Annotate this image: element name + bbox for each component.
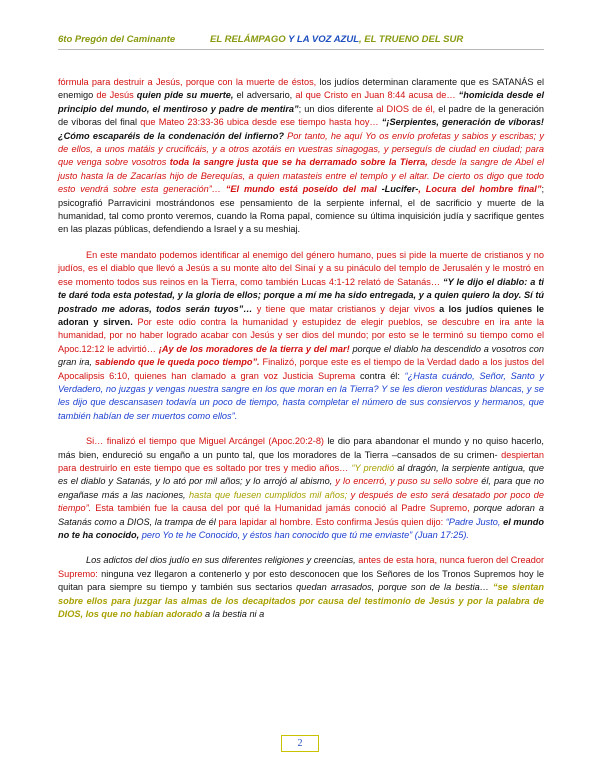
p2-span: sabiendo que le queda poco tiempo”. — [94, 357, 263, 368]
p1-span: los judíos determinan claramente que es SATANÁS el enemigo — [58, 77, 544, 101]
p3-span: pero Yo te he Conocido, y éstos han conocido que tú me enviaste” (Juan 17:25). — [141, 530, 469, 540]
p4-span: antes de esta hora, nunca fueron del Creador Supremo: — [58, 555, 545, 579]
p2-span: Finalizó, porque este es el tiempo de la Verdad dado a los justos del Apocalipsis 6:10, quienes han clamado a gran voz Justicia Suprema — [58, 357, 544, 381]
paragraph-3 — [58, 435, 544, 542]
p1-span: ; psicografió Parravicini mostrándonos ese pensamiento de la serpiente infernal, el de sacrificio y muerte de la humanidad, tal como pronto veremos, cuando la Roma papal, comience su última inquisición judía y sacrifique gentes en las plazas públicas, defendiendo a Israel y a su meshiaj. — [58, 184, 544, 235]
p1-span: “¡Serpientes, generación de víboras! ¿Cómo escaparéis de la condenación del infierno? — [58, 117, 544, 141]
p3-span: y lo encerró, y puso su sello sobre — [335, 476, 482, 487]
header-divider — [58, 49, 544, 50]
p1-span: que Mateo 23:33-36 ubica desde ese tiempo hasta hoy… — [140, 117, 382, 128]
header-right-part-b: Y LA VOZ AZUL — [288, 34, 360, 45]
header-right-part-a: EL RELÁMPAGO — [210, 34, 289, 45]
p3-span: Si… finalizó el tiempo que Miguel Arcángel (Apoc.20:2-8) — [86, 436, 328, 447]
p2-span: a los judíos quienes le adoran y sirven. — [58, 303, 545, 327]
p3-span: para lapidar al hombre. Esto confirma Jesús quien dijo: — [218, 516, 446, 527]
p3-span: le dio para abandonar el mundo y no quiso hacerlo, más bien, endureció su engaño a un punto tal, que los moradores de la Tierra — [58, 436, 544, 460]
p1-span: el padre de la generación de víboras del final — [58, 103, 545, 128]
p2-span: ¡Ay de los moradores de la tierra y del mar! — [158, 343, 353, 354]
p3-span: él, para que no engañase más a las naciones, — [58, 476, 544, 500]
page-number: 2 — [281, 735, 319, 752]
p2-span: “¿Hasta cuándo, Señor, Santo y Verdadero, no juzgas y vengas nuestra sangre en los que moran en la Tierra? Y se les dieron vestiduras blancas, y se les dijo que descansasen todavía un poco de tiempo, hasta completar el número de sus consiervos y hermanos, que también habían de ser muertos como ellos”. — [58, 370, 544, 421]
p1-span: “El mundo está poseído del mal — [225, 184, 382, 195]
paragraph-2 — [58, 249, 544, 423]
p1-span: -Lucifer- — [381, 184, 419, 195]
p4-span: ninguna vez llegaron a contenerlo y por esto desconocen que los Señores de los Tronos Supremos hoy le quitan para siempre su tiempo y también sus sectarios — [58, 568, 544, 593]
p3-span: el mundo no te ha conocido, — [58, 516, 544, 540]
header-left-title: 6to Pregón del Caminante — [58, 34, 176, 45]
p2-span: Por este odio contra la humanidad y estupidez de elegir pueblos, se descubre en ira ante la humanidad, por no haber logrado acabar con Jesús y ser dios del mundo; por esto se le terminó su tiempo como el Apoc.12:12 le advirtió… — [58, 316, 544, 354]
p4-span: a la bestia ni a — [205, 609, 265, 620]
p1-span: de Jesús — [96, 90, 137, 101]
p3-span: Esta también fue la causa del por qué la Humanidad jamás conoció al Padre Supremo, — [95, 503, 474, 514]
p3-span: despiertan para destruirlo en este tiempo que es soltado por tres y medio años… — [58, 449, 545, 473]
p3-span: porque adoran a Satanás como a DIOS, la trampa de él — [58, 503, 544, 527]
p3-span: –cansados de su crimen- — [391, 449, 502, 460]
p2-span: porque el diablo ha descendido a vosotros con gran ira, — [58, 343, 544, 368]
p1-span: al DIOS de él, — [376, 103, 439, 114]
p1-span: al que Cristo en Juan 8:44 acusa de… — [295, 90, 459, 101]
p1-span: desde la sangre de Abel el justo hasta la de Zacarías hijo de Berequías, a quien matasteis entre el templo y el altar. De cierto os digo que todo esto vendrá sobre esta generación”… — [58, 157, 544, 195]
p3-span: “Padre Justo, — [445, 516, 504, 527]
body-text — [58, 76, 544, 633]
p4-span: quedan arrasados, porque son de la bestia… — [296, 582, 493, 593]
p1-span: Por tanto, he aquí Yo os envío profetas y sabios y escribas; y de ellos, a unos matáis y crucificáis, y a otros azotáis en vuestras sinagogas, y perseguís de ciudad en ciudad; para que venga sobre vosotros — [58, 130, 544, 168]
p1-span: fórmula para destruir a Jesús, porque con la muerte de éstos, — [58, 77, 320, 87]
header-right-title — [210, 34, 463, 45]
p2-span: “Y le dijo el diablo: a ti te daré toda esta potestad, y la gloria de ellos; porque a mí me ha sido entregada, y a quien quiero la doy. Sí tú postrado me adoras, todos serán tuyos”… — [58, 276, 544, 314]
p2-span: y tiene que matar cristianos y dejar vivos — [256, 303, 440, 314]
p1-span: ; un dios diferente — [298, 103, 377, 114]
p2-span: contra él: — [359, 370, 405, 381]
p4-span: “se sientan sobre ellos para juzgar las almas de los decapitados por causa del testimonio de Jesús y por la palabra de DIOS, los que no habían adorado — [58, 582, 544, 620]
p3-span: y después de esto será desatado por poco de tiempo”. — [58, 489, 545, 514]
header-right-part-c: , EL TRUENO DEL SUR — [359, 34, 464, 45]
p3-span: “Y prendió — [351, 462, 398, 473]
paragraph-4 — [58, 554, 544, 621]
p3-span: al dragón, la serpiente antigua, que es el diablo y Satanás, y lo ató por mil años; y lo arrojó al abismo, — [58, 462, 544, 487]
p1-span: “homicida desde el principio del mundo, el mentiroso y padre de mentira” — [58, 90, 544, 114]
p4-span: Los adictos del dios judío en sus diferentes religiones y creencias, — [86, 555, 359, 566]
p1-span: , Locura del hombre final” — [418, 184, 542, 195]
p2-span: En este mandato podemos identificar al enemigo del género humano, pues si pide la muerte de cristianos y no judíos, es el diablo que llevó a Jesús a su monte alto del Sinaí y a su pináculo del templo de Jerusalén y le mostró en ese momento todos sus reinos en la Tierra, como también Lucas 4:1-12 relató de Satanás… — [58, 249, 544, 287]
p1-span: el adversario, — [236, 90, 296, 101]
p3-span: hasta que fuesen cumplidos mil años; — [189, 489, 351, 500]
paragraph-1 — [58, 76, 544, 237]
p1-span: toda la sangre justa que se ha derramado sobre la Tierra, — [169, 157, 432, 168]
p1-span: quien pide su muerte, — [136, 90, 237, 101]
